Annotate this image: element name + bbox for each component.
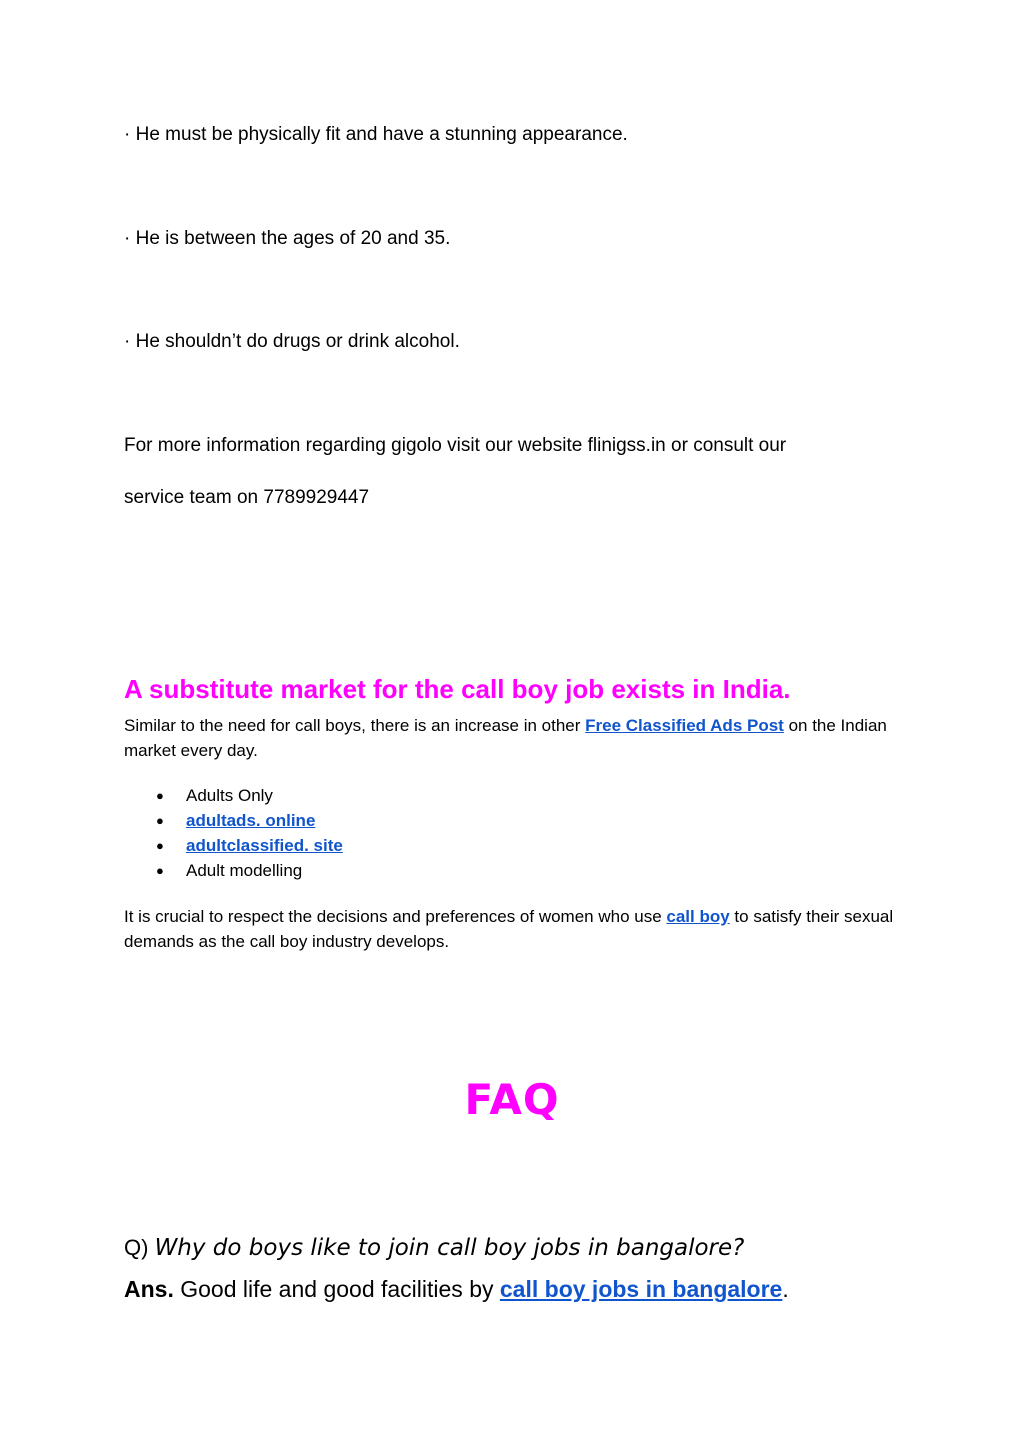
answer-text-after: . <box>782 1276 789 1302</box>
bullet-icon: ● <box>156 863 164 878</box>
faq-title: FAQ <box>464 1075 560 1124</box>
call-boy-jobs-bangalore-link[interactable]: call boy jobs in bangalore <box>499 1276 783 1302</box>
closing-text-after: to satisfy their sexual demands as the call boy industry develops. <box>124 907 894 951</box>
bullet-icon: ● <box>156 788 164 803</box>
requirement-age: · He is between the ages of 20 and 35. <box>124 228 451 249</box>
closing-text-before: It is crucial to respect the decisions and preferences of women who use <box>124 907 667 926</box>
section-heading: A substitute market for the call boy job exists in India. <box>124 674 791 704</box>
intro-text-before: Similar to the need for call boys, there is an increase in other <box>124 716 586 735</box>
requirement-fitness: · He must be physically fit and have a stunning appearance. <box>124 124 628 145</box>
faq-answer <box>124 1272 789 1306</box>
call-boy-link[interactable]: call boy <box>666 907 730 926</box>
requirement-no-drugs: · He shouldn’t do drugs or drink alcohol. <box>124 331 460 352</box>
list-item-label: Adult modelling <box>186 861 303 880</box>
answer-text-before: Good life and good facilities by <box>173 1276 500 1302</box>
adultads-link[interactable]: adultads. online <box>186 811 316 830</box>
faq-question <box>124 1230 744 1266</box>
info-line-1: For more information regarding gigolo visit our website flinigss.in or consult our <box>124 435 787 456</box>
bullet-icon: ● <box>156 838 164 853</box>
list-item <box>124 833 343 858</box>
list-item <box>124 783 343 808</box>
market-list <box>124 783 343 883</box>
list-item-label: Adults Only <box>186 786 273 805</box>
question-text: Why do boys like to join call boy jobs in bangalore? <box>154 1235 745 1261</box>
answer-label: Ans. <box>124 1276 174 1302</box>
list-item <box>124 808 343 833</box>
intro-text-after: on the Indian market every day. <box>124 716 887 760</box>
info-line-2: service team on 7789929447 <box>124 487 370 508</box>
bullet-icon: ● <box>156 813 164 828</box>
adultclassified-link[interactable]: adultclassified. site <box>186 836 343 855</box>
question-prefix: Q) <box>124 1235 155 1260</box>
section-closing <box>124 904 904 954</box>
free-classified-ads-link[interactable]: Free Classified Ads Post <box>585 716 784 735</box>
list-item <box>124 858 343 883</box>
section-intro <box>124 713 904 763</box>
